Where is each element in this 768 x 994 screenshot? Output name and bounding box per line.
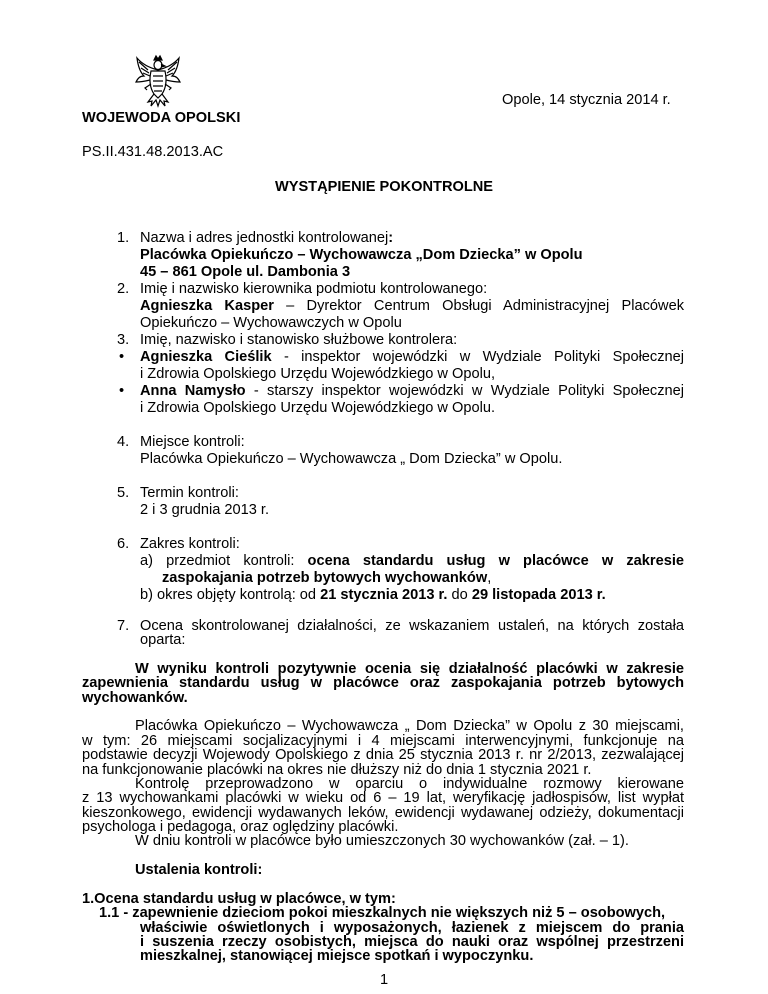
item-number: 1. [117,230,130,246]
section-2-label: Imię i nazwisko kierownika podmiotu kontrolowanego: [140,281,488,297]
section-7-continued: oparta: [140,632,186,649]
scope-a-line: a) przedmiot kontroli: ocena standardu usług w placówce w zakresie [140,553,684,569]
item-number: 2. [117,281,130,297]
page-number: 1 [379,972,389,988]
inspector-1-continued: i Zdrowia Opolskiego Urzędu Wojewódzkiego w Opolu, [140,366,496,382]
body-line: Kontrolę przeprowadzono w oparciu o indywidualne rozmowy kierowane [135,775,684,792]
section-5-label: Termin kontroli: [140,485,239,501]
assessment-line: zapewnienia standardu usług w placówce oraz zaspokajania potrzeb bytowych [82,675,684,692]
section-3-label: Imię, nazwisko i stanowisko służbowe kontrolera: [140,332,458,348]
findings-item-1-1: 1.1 - zapewnienie dzieciom pokoi mieszkalnych nie większych niż 5 – osobowych, [99,905,666,922]
item-number: 7. [117,617,130,634]
findings-item-1-1-continued: i suszenia rzeczy osobistych, miejsca do nauki oraz wspólnej przestrzeni [140,934,684,950]
section-7-line: Ocena skontrolowanej działalności, ze wskazaniem ustaleń, na których została [140,617,684,634]
scope-b-line: b) okres objęty kontrolą: od 21 stycznia 2013 r. do 29 listopada 2013 r. [140,587,606,603]
item-number: 6. [117,536,130,552]
body-line: w tym: 26 miejscami socjalizacyjnymi i 4 miejscami interwencyjnymi, funkcjonuje na [82,732,684,749]
findings-item-1: 1.Ocena standardu usług w placówce, w tym: [82,890,396,907]
manager-role-continued: Opiekuńczo – Wychowawczych w Opolu [140,315,402,331]
entity-address: 45 – 861 Opole ul. Dambonia 3 [140,264,351,280]
place-and-date: Opole, 14 stycznia 2014 r. [502,92,671,108]
item-number: 5. [117,485,130,501]
body-line: na funkcjonowanie placówki na okres nie dłuższy niż do dnia 1 stycznia 2021 r. [82,761,592,778]
document-title: WYSTĄPIENIE POKONTROLNE [274,179,494,195]
section-6-label: Zakres kontroli: [140,536,240,552]
control-dates: 2 i 3 grudnia 2013 r. [140,502,270,518]
findings-item-1-1-continued: właściwie oświetlonych i wyposażonych, łazienek z miejscem do prania [140,919,684,936]
bullet: • [119,349,125,365]
body-line: podstawie decyzji Wojewody Opolskiego z dnia 25 stycznia 2013 r. nr 2/2013, zezwalającej [82,747,684,764]
findings-heading: Ustalenia kontroli: [135,862,263,879]
item-number: 4. [117,434,130,450]
inspector-2-line: Anna Namysło - starszy inspektor wojewódzki w Wydziale Polityki Społecznej [140,383,684,399]
polish-eagle-emblem [134,54,182,108]
scope-a-continued: zaspokajania potrzeb bytowych wychowanków, [162,570,492,586]
body-line: Placówka Opiekuńczo – Wychowawcza „ Dom Dziecka” w Opolu z 30 miejscami, [135,718,684,735]
body-line: kieszonkowego, ewidencji wydawanych leków, ewidencji wydawanej odzieży, dokumentacji [82,804,684,821]
authority-heading: WOJEWODA OPOLSKI [82,110,241,126]
reference-number: PS.II.431.48.2013.AC [82,144,224,160]
control-location: Placówka Opiekuńczo – Wychowawcza „ Dom Dziecka” w Opolu. [140,451,563,467]
assessment-line: wychowanków. [82,689,188,706]
item-number: 3. [117,332,130,348]
section-1-label: Nazwa i adres jednostki kontrolowanej: [140,230,394,246]
body-line: psychologa i pedagoga, oraz oględziny placówki. [82,819,399,835]
inspector-1-line: Agnieszka Cieślik - inspektor wojewódzki w Wydziale Polityki Społecznej [140,349,684,365]
manager-line: Agnieszka Kasper – Dyrektor Centrum Obsługi Administracyjnej Placówek [140,298,684,314]
inspector-2-continued: i Zdrowia Opolskiego Urzędu Wojewódzkiego w Opolu. [140,400,496,416]
body-line: z 13 wychowankami placówki w wieku od 6 – 19 lat, weryfikację jadłospisów, list wypłat [82,790,684,807]
body-line: W dniu kontroli w placówce było umieszczonych 30 wychowanków (zał. – 1). [135,833,629,850]
findings-item-1-1-continued: mieszkalnej, stanowiącej miejsce spotkań i wypoczynku. [140,948,534,965]
bullet: • [119,383,125,399]
assessment-line: W wyniku kontroli pozytywnie ocenia się działalność placówki w zakresie [135,660,684,677]
entity-name: Placówka Opiekuńczo – Wychowawcza „Dom Dziecka” w Opolu [140,247,583,263]
section-4-label: Miejsce kontroli: [140,434,245,450]
